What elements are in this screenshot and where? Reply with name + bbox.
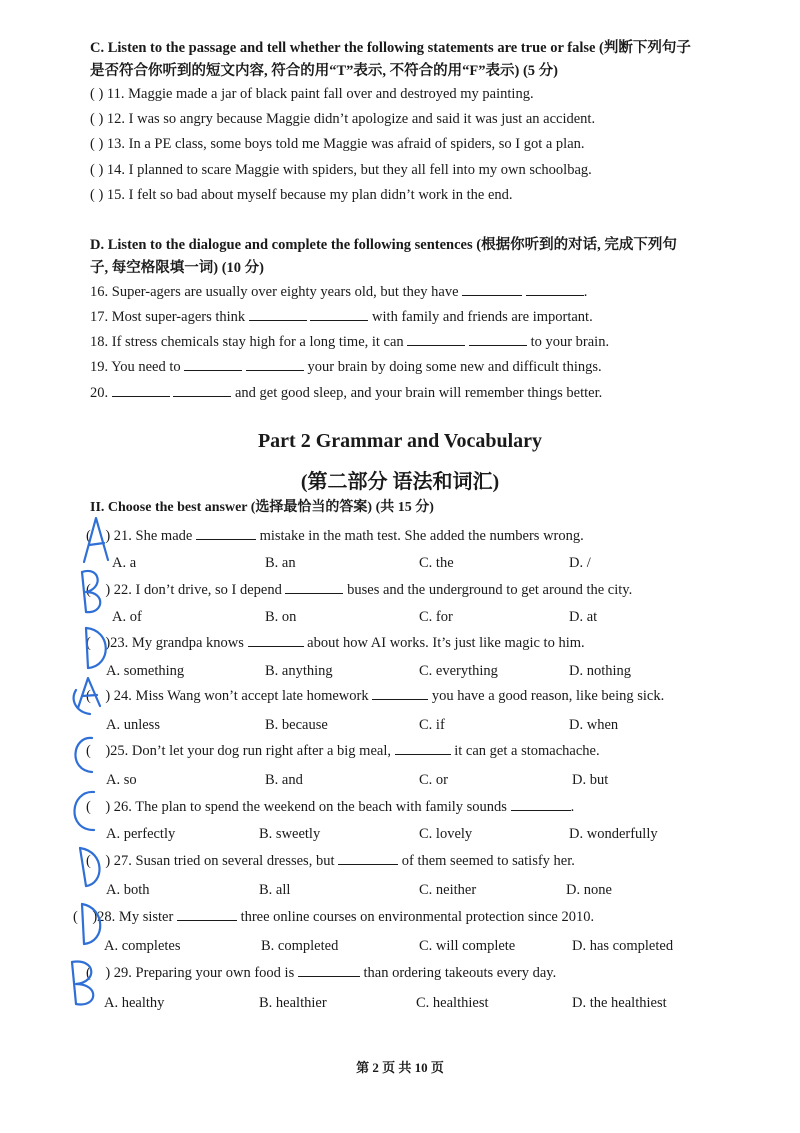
sentence-20-text: 20.: [90, 385, 109, 401]
sentence-17: [90, 307, 593, 327]
statement-12: ( ) 12. I was so angry because Maggie didn’t apologize and said it was just an accident.: [90, 111, 596, 127]
sentence-18-end: to your brain.: [530, 334, 610, 350]
option-27-a[interactable]: A. both: [106, 882, 150, 898]
answer-blank[interactable]: [526, 283, 584, 296]
question-29-end: than ordering takeouts every day.: [363, 965, 557, 981]
option-21-a[interactable]: A. a: [112, 555, 137, 571]
answer-blank[interactable]: [173, 384, 231, 397]
sentence-19-end: your brain by doing some new and difficult things.: [307, 359, 602, 375]
question-22-end: buses and the underground to get around the city.: [347, 582, 633, 598]
question-24-text: ) 24. Miss Wang won’t accept late homework: [105, 688, 369, 704]
statement-15: ( ) 15. I felt so bad about myself because my plan didn’t work in the end.: [90, 187, 513, 203]
answer-blank[interactable]: [338, 852, 398, 865]
option-25-c[interactable]: C. or: [419, 772, 448, 788]
question-26-end: .: [570, 799, 575, 815]
answer-blank[interactable]: [249, 308, 307, 321]
answer-paren-open: (: [86, 635, 106, 651]
option-24-d[interactable]: D. when: [569, 717, 619, 733]
statement-13: ( ) 13. In a PE class, some boys told me Maggie was afraid of spiders, so I got a plan.: [90, 136, 585, 152]
option-28-a[interactable]: A. completes: [104, 938, 181, 954]
answer-blank[interactable]: [395, 742, 451, 755]
answer-paren-open: (: [86, 688, 106, 704]
option-27-b[interactable]: B. all: [259, 882, 291, 898]
question-25-text: )25. Don’t let your dog run right after a big meal,: [105, 743, 391, 759]
option-26-d[interactable]: D. wonderfully: [569, 826, 658, 842]
answer-paren-open: (: [86, 528, 106, 544]
answer-paren-open: (: [86, 743, 106, 759]
question-28-end: three online courses on environmental protection since 2010.: [240, 909, 595, 925]
option-23-d[interactable]: D. nothing: [569, 663, 632, 679]
option-27-d[interactable]: D. none: [566, 882, 612, 898]
answer-blank[interactable]: [246, 358, 304, 371]
section-c-heading-line2: 是否符合你听到的短文内容, 符合的用“T”表示, 不符合的用“F”表示) (5 分): [90, 63, 559, 79]
option-23-a[interactable]: A. something: [106, 663, 185, 679]
option-24-a[interactable]: A. unless: [106, 717, 160, 733]
option-23-c[interactable]: C. everything: [419, 663, 498, 679]
question-22-text: ) 22. I don’t drive, so I depend: [105, 582, 282, 598]
sentence-16-text: 16. Super-agers are usually over eighty years old, but they have: [90, 284, 459, 300]
question-27-text: ) 27. Susan tried on several dresses, but: [105, 853, 335, 869]
question-26: [86, 797, 574, 817]
option-25-d[interactable]: D. but: [572, 772, 609, 788]
question-28: [73, 907, 594, 927]
sentence-17-text: 17. Most super-agers think: [90, 309, 246, 325]
question-29: [86, 963, 556, 983]
option-25-a[interactable]: A. so: [106, 772, 137, 788]
question-26-text: ) 26. The plan to spend the weekend on the beach with family sounds: [105, 799, 507, 815]
sentence-17-end: with family and friends are important.: [372, 309, 593, 325]
answer-paren-open: (: [86, 853, 106, 869]
option-28-d[interactable]: D. has completed: [572, 938, 674, 954]
option-26-a[interactable]: A. perfectly: [106, 826, 176, 842]
question-24-end: you have a good reason, like being sick.: [431, 688, 665, 704]
part-2-title: Part 2 Grammar and Vocabulary: [257, 430, 543, 452]
question-24: [86, 686, 664, 706]
question-21-end: mistake in the math test. She added the numbers wrong.: [259, 528, 584, 544]
sentence-18-text: 18. If stress chemicals stay high for a long time, it can: [90, 334, 404, 350]
answer-blank[interactable]: [462, 283, 522, 296]
question-23-end: about how AI works. It’s just like magic to him.: [307, 635, 585, 651]
question-22: [86, 580, 632, 600]
option-21-b[interactable]: B. an: [265, 555, 296, 571]
sentence-20: [90, 383, 602, 403]
option-28-c[interactable]: C. will complete: [419, 938, 516, 954]
option-25-b[interactable]: B. and: [265, 772, 303, 788]
answer-paren-open: (: [73, 909, 93, 925]
answer-blank[interactable]: [372, 687, 428, 700]
answer-blank[interactable]: [248, 634, 304, 647]
section-c-heading-line1: C. Listen to the passage and tell whether the following statements are true or false (判断下列句子: [90, 40, 691, 56]
option-22-c[interactable]: C. for: [419, 609, 453, 625]
option-29-b[interactable]: B. healthier: [259, 995, 327, 1011]
sentence-18: [90, 332, 609, 352]
option-22-d[interactable]: D. at: [569, 609, 598, 625]
answer-blank[interactable]: [177, 908, 237, 921]
answer-blank[interactable]: [112, 384, 170, 397]
sentence-19-text: 19. You need to: [90, 359, 181, 375]
option-29-d[interactable]: D. the healthiest: [572, 995, 667, 1011]
answer-blank[interactable]: [310, 308, 368, 321]
option-24-b[interactable]: B. because: [265, 717, 328, 733]
question-28-text: )28. My sister: [92, 909, 174, 925]
answer-paren-open: (: [86, 965, 106, 981]
statement-14: ( ) 14. I planned to scare Maggie with spiders, but they all fell into my own schoolbag.: [90, 162, 592, 178]
answer-blank[interactable]: [184, 358, 242, 371]
sentence-16: [90, 282, 587, 302]
option-22-b[interactable]: B. on: [265, 609, 297, 625]
option-29-a[interactable]: A. healthy: [104, 995, 165, 1011]
answer-blank[interactable]: [298, 964, 360, 977]
statement-11: ( ) 11. Maggie made a jar of black paint fall over and destroyed my painting.: [90, 86, 534, 102]
question-21: [86, 526, 584, 546]
option-22-a[interactable]: A. of: [112, 609, 142, 625]
option-27-c[interactable]: C. neither: [419, 882, 477, 898]
option-23-b[interactable]: B. anything: [265, 663, 333, 679]
question-27: [86, 851, 575, 871]
question-25: [86, 741, 600, 761]
option-28-b[interactable]: B. completed: [261, 938, 339, 954]
option-21-d[interactable]: D. /: [569, 555, 591, 571]
answer-paren-open: (: [86, 799, 106, 815]
question-25-end: it can get a stomachache.: [454, 743, 600, 759]
sentence-20-end: and get good sleep, and your brain will remember things better.: [235, 385, 603, 401]
sentence-16-end: .: [583, 284, 588, 300]
option-26-c[interactable]: C. lovely: [419, 826, 473, 842]
answer-blank[interactable]: [196, 527, 256, 540]
option-24-c[interactable]: C. if: [419, 717, 445, 733]
question-21-text: ) 21. She made: [105, 528, 193, 544]
section-d-heading-line1: D. Listen to the dialogue and complete the following sentences (根据你听到的对话, 完成下列句: [90, 237, 677, 253]
question-29-text: ) 29. Preparing your own food is: [105, 965, 295, 981]
answer-blank[interactable]: [407, 333, 465, 346]
option-21-c[interactable]: C. the: [419, 555, 454, 571]
section-d-heading-line2: 子, 每空格限填一词) (10 分): [90, 260, 264, 276]
question-23: [86, 633, 585, 653]
page-number: 第 2 页 共 10 页: [356, 1060, 444, 1075]
question-27-end: of them seemed to satisfy her.: [401, 853, 575, 869]
question-23-text: )23. My grandpa knows: [105, 635, 244, 651]
section-ii-heading: II. Choose the best answer (选择最恰当的答案) (共 15 分): [90, 500, 434, 515]
answer-blank[interactable]: [285, 581, 343, 594]
answer-blank[interactable]: [469, 333, 527, 346]
option-26-b[interactable]: B. sweetly: [259, 826, 321, 842]
answer-paren-open: (: [86, 582, 106, 598]
part-2-subtitle: (第二部分 语法和词汇): [300, 471, 500, 493]
option-29-c[interactable]: C. healthiest: [416, 995, 489, 1011]
sentence-19: [90, 357, 602, 377]
answer-blank[interactable]: [511, 798, 571, 811]
